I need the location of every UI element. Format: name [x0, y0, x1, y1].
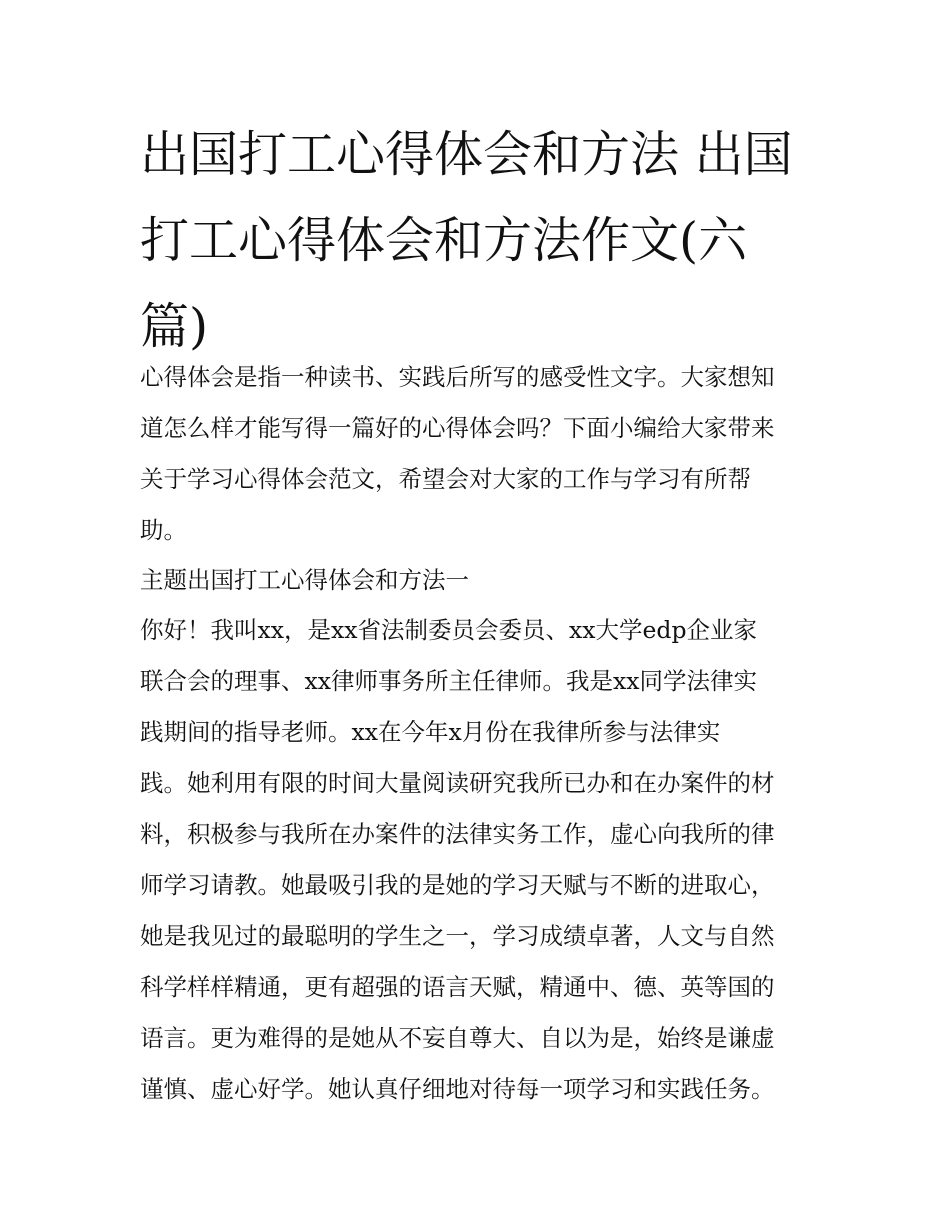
- intro-paragraph-line: 道怎么样才能写得一篇好的心得体会吗？下面小编给大家带来: [140, 414, 775, 442]
- section-paragraph-line: 师学习请教。她最吸引我的是她的学习天赋与不断的进取心，: [140, 871, 775, 899]
- intro-paragraph-line: 心得体会是指一种读书、实践后所写的感受性文字。大家想知: [140, 363, 775, 391]
- section-heading: 主题出国打工心得体会和方法一: [140, 566, 469, 594]
- section-paragraph-line: 联合会的理事、xx律师事务所主任律师。我是xx同学法律实: [140, 667, 758, 695]
- section-paragraph-line: 料，积极参与我所在办案件的法律实务工作，虚心向我所的律: [140, 820, 775, 848]
- section-paragraph-line: 践。她利用有限的时间大量阅读研究我所已办和在办案件的材: [140, 769, 775, 797]
- section-paragraph-line: 语言。更为难得的是她从不妄自尊大、自以为是，始终是谦虚: [140, 1024, 775, 1052]
- section-paragraph-line: 你好！我叫xx，是xx省法制委员会委员、xx大学edp企业家: [140, 616, 758, 644]
- intro-paragraph-line: 助。: [140, 516, 187, 544]
- section-paragraph-line: 谨慎、虚心好学。她认真仔细地对待每一项学习和实践任务。: [140, 1075, 775, 1103]
- section-paragraph-line: 践期间的指导老师。xx在今年x月份在我律所参与法律实: [140, 718, 721, 746]
- title-line: 篇): [140, 298, 209, 355]
- section-paragraph-line: 她是我见过的最聪明的学生之一，学习成绩卓著，人文与自然: [140, 922, 775, 950]
- intro-paragraph-line: 关于学习心得体会范文，希望会对大家的工作与学习有所帮: [140, 465, 751, 493]
- title-line: 打工心得体会和方法作文(六: [140, 212, 748, 269]
- section-paragraph-line: 科学样样精通，更有超强的语言天赋，精通中、德、英等国的: [140, 973, 775, 1001]
- title-line: 出国打工心得体会和方法 出国: [140, 126, 793, 183]
- document-title: [140, 112, 820, 370]
- document-body: [140, 352, 830, 1115]
